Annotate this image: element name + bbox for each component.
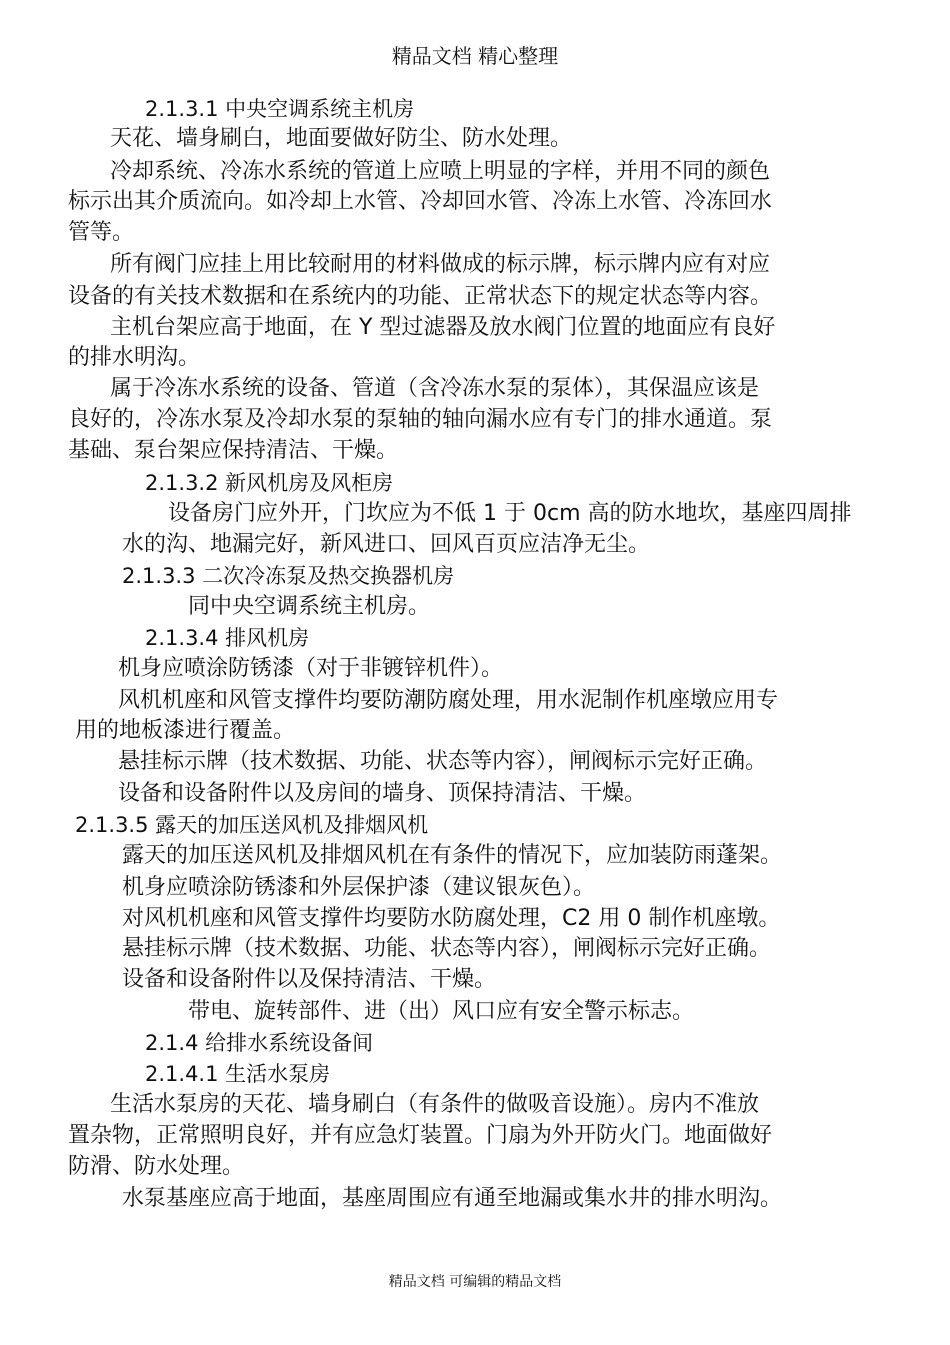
text-line: 机身应喷涂防锈漆和外层保护漆（建议银灰色）。 [122,875,596,900]
text-line: 的排水明沟。 [68,345,201,370]
text-line: 水的沟、地漏完好，新风进口、回风百页应洁净无尘。 [122,532,651,557]
text-line: 带电、旋转部件、进（出）风口应有安全警示标志。 [188,999,695,1024]
text-line: 置杂物，正常照明良好，并有应急灯装置。门扇为外开防火门。地面做好 [68,1123,773,1148]
text-line: 风机机座和风管支撑件均要防潮防腐处理，用水泥制作机座墩应用专 [118,688,779,713]
page-footer: 精品文档 可编辑的精品文档 [388,1274,562,1290]
text-line: 冷却系统、冷冻水系统的管道上应喷上明显的字样，并用不同的颜色 [110,159,771,184]
text-line: 良好的，冷冻水泵及冷却水泵的泵轴的轴向漏水应有专门的排水通道。泵 [68,407,773,432]
text-line: 天花、墙身刷白，地面要做好防尘、防水处理。 [110,126,573,151]
text-line: 所有阀门应挂上用比较耐用的材料做成的标示牌，标示牌内应有对应 [110,252,771,277]
text-line: 悬挂标示牌（技术数据、功能、状态等内容），闸阀标示完好正确。 [118,749,768,774]
heading-2-1-3-1: 2.1.3.1 中央空调系统主机房 [145,97,415,121]
heading-2-1-3-3: 2.1.3.3 二次冷冻泵及热交换器机房 [122,564,455,588]
text-line: 主机台架应高于地面，在 Y 型过滤器及放水阀门位置的地面应有良好 [110,315,776,340]
text-line: 基础、泵台架应保持清洁、干燥。 [68,438,399,463]
page-header: 精品文档 精心整理 [391,44,559,68]
text-line: 设备和设备附件以及房间的墙身、顶保持清洁、干燥。 [118,781,647,806]
heading-2-1-4: 2.1.4 给排水系统设备间 [145,1031,374,1055]
heading-2-1-3-5: 2.1.3.5 露天的加压送风机及排烟风机 [75,813,429,837]
text-line: 防滑、防水处理。 [68,1154,245,1179]
text-line: 设备和设备附件以及保持清洁、干燥。 [122,967,497,992]
heading-2-1-4-1: 2.1.4.1 生活水泵房 [145,1062,331,1086]
text-line: 同中央空调系统主机房。 [188,594,431,619]
text-line: 对风机机座和风管支撑件均要防水防腐处理，C2 用 0 制作机座墩。 [122,906,781,931]
text-line: 标示出其介质流向。如冷却上水管、冷却回水管、冷冻上水管、冷冻回水 [68,189,773,214]
text-line: 悬挂标示牌（技术数据、功能、状态等内容），闸阀标示完好正确。 [122,936,772,961]
text-line: 用的地板漆进行覆盖。 [75,718,296,743]
text-line: 生活水泵房的天花、墙身刷白（有条件的做吸音设施）。房内不准放 [110,1092,760,1117]
text-line: 管等。 [68,220,135,245]
heading-2-1-3-4: 2.1.3.4 排风机房 [145,626,310,650]
heading-2-1-3-2: 2.1.3.2 新风机房及风柜房 [145,471,394,495]
text-line: 水泵基座应高于地面，基座周围应有通至地漏或集水井的排水明沟。 [122,1186,783,1211]
text-line: 属于冷冻水系统的设备、管道（含冷冻水泵的泵体），其保温应该是 [110,376,760,401]
text-line: 设备的有关技术数据和在系统内的功能、正常状态下的规定状态等内容。 [68,284,773,309]
text-line: 机身应喷涂防锈漆（对于非镀锌机件）。 [118,656,504,681]
text-line: 露天的加压送风机及排烟风机在有条件的情况下，应加装防雨蓬架。 [122,843,783,868]
text-line: 设备房门应外开，门坎应为不低 1 于 0cm 高的防水地坎，基座四周排 [168,501,852,526]
